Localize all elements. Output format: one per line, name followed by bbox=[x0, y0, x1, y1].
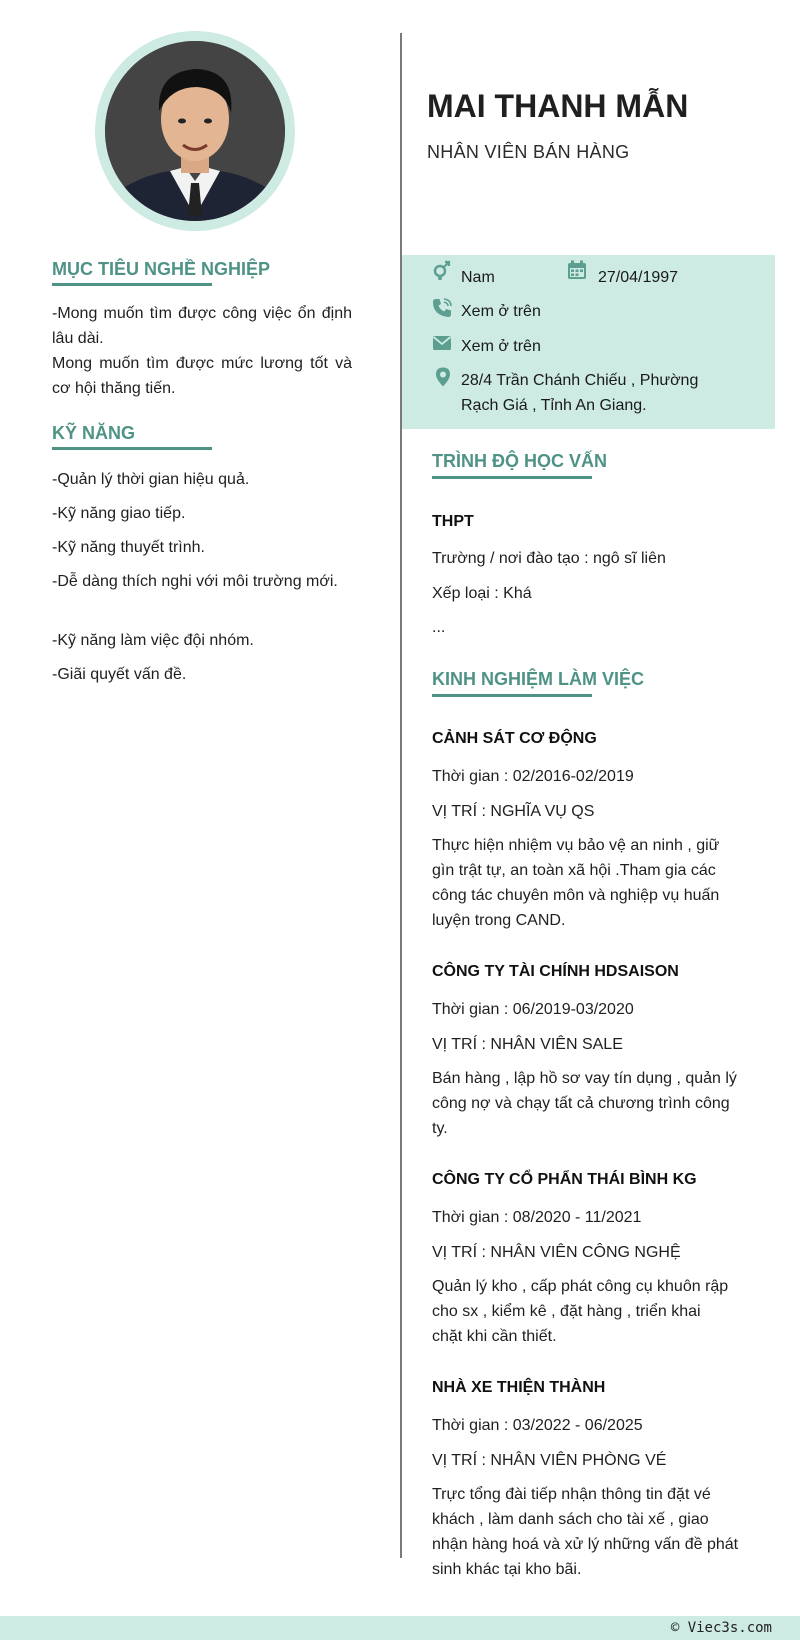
phone-icon bbox=[432, 298, 452, 318]
job-position: VỊ TRÍ : NHÂN VIÊN SALE bbox=[432, 1036, 623, 1053]
objective-title: MỤC TIÊU NGHỀ NGHIỆP bbox=[52, 259, 271, 279]
skill-item: -Kỹ năng làm việc đội nhóm. bbox=[52, 632, 254, 649]
job-time: Thời gian : 03/2022 - 06/2025 bbox=[432, 1417, 643, 1434]
job-time: Thời gian : 08/2020 - 11/2021 bbox=[432, 1209, 642, 1226]
job-description bbox=[432, 1482, 762, 1582]
job-time: Thời gian : 02/2016-02/2019 bbox=[432, 768, 634, 785]
job-desc-line: cho sx , kiểm kê , đặt hàng , triển khai bbox=[432, 1303, 701, 1320]
job-desc-line: khách , làm danh sách cho tài xế , giao bbox=[432, 1511, 709, 1528]
education-level: THPT bbox=[432, 513, 474, 530]
job-position: VỊ TRÍ : NHÂN VIÊN CÔNG NGHỆ bbox=[432, 1244, 681, 1261]
job-desc-line: Trực tổng đài tiếp nhận thông tin đặt vé bbox=[432, 1486, 711, 1503]
job-company: CẢNH SÁT CƠ ĐỘNG bbox=[432, 730, 597, 747]
job-company: NHÀ XE THIỆN THÀNH bbox=[432, 1379, 606, 1396]
candidate-name: MAI THANH MẪN bbox=[427, 88, 689, 124]
education-more: ... bbox=[432, 619, 446, 636]
avatar-portrait bbox=[105, 41, 285, 221]
job-company: CÔNG TY CỔ PHẨN THÁI BÌNH KG bbox=[432, 1171, 697, 1188]
job-desc-line: công tác chuyên môn và nghiệp vụ huấn bbox=[432, 887, 720, 904]
dob-value: 27/04/1997 bbox=[598, 269, 679, 286]
job-time: Thời gian : 06/2019-03/2020 bbox=[432, 1001, 634, 1018]
job-desc-line: Quản lý kho , cấp phát công cụ khuôn rập bbox=[432, 1278, 729, 1295]
email-value: Xem ở trên bbox=[461, 338, 541, 355]
education-underline bbox=[432, 476, 592, 479]
job-desc-line: luyện trong CAND. bbox=[432, 912, 566, 929]
objective-text bbox=[52, 301, 352, 401]
email-icon bbox=[432, 333, 452, 353]
objective-underline bbox=[52, 283, 212, 286]
job-description bbox=[432, 1274, 762, 1349]
skill-item: -Quản lý thời gian hiệu quả. bbox=[52, 471, 250, 488]
job-desc-line: gìn trật tự, an toàn xã hội .Tham gia các bbox=[432, 862, 716, 879]
candidate-title: NHÂN VIÊN BÁN HÀNG bbox=[427, 142, 630, 162]
avatar bbox=[105, 41, 285, 221]
education-title: TRÌNH ĐỘ HỌC VẤN bbox=[432, 451, 607, 471]
phone-value: Xem ở trên bbox=[461, 303, 541, 320]
job-position: VỊ TRÍ : NGHĨA VỤ QS bbox=[432, 803, 595, 820]
job-desc-line: chặt khi cần thiết. bbox=[432, 1328, 557, 1345]
job-desc-line: ty. bbox=[432, 1120, 448, 1137]
address-line-2: Rạch Giá , Tỉnh An Giang. bbox=[461, 397, 647, 414]
job-company: CÔNG TY TÀI CHÍNH HDSAISON bbox=[432, 963, 679, 980]
skill-item: -Giãi quyết vấn đề. bbox=[52, 666, 187, 683]
job-desc-line: Bán hàng , lập hồ sơ vay tín dụng , quản lý bbox=[432, 1070, 737, 1087]
objective-line: -Mong muốn tìm được công việc ổn định lâu dài. bbox=[52, 305, 352, 347]
location-icon bbox=[433, 367, 453, 387]
skill-item: -Kỹ năng giao tiếp. bbox=[52, 505, 186, 522]
skills-underline bbox=[52, 447, 212, 450]
skill-item: -Dễ dàng thích nghi với môi trường mới. bbox=[52, 573, 338, 590]
job-desc-line: công nợ và chạy tất cả chương trình công bbox=[432, 1095, 730, 1112]
skills-title: KỸ NĂNG bbox=[52, 423, 136, 443]
gender-value: Nam bbox=[461, 269, 495, 286]
address-line-1: 28/4 Trần Chánh Chiếu , Phường bbox=[461, 372, 699, 389]
experience-underline bbox=[432, 694, 592, 697]
objective-line: Mong muốn tìm được mức lương tốt và cơ hội thăng tiến. bbox=[52, 355, 352, 397]
job-desc-line: Thực hiện nhiệm vụ bảo vệ an ninh , giữ bbox=[432, 837, 720, 854]
job-position: VỊ TRÍ : NHÂN VIÊN PHÒNG VÉ bbox=[432, 1452, 667, 1469]
skill-item: -Kỹ năng thuyết trình. bbox=[52, 539, 205, 556]
gender-icon bbox=[432, 260, 452, 280]
education-grade: Xếp loại : Khá bbox=[432, 585, 532, 602]
experience-title: KINH NGHIỆM LÀM VIỆC bbox=[432, 669, 645, 689]
job-description bbox=[432, 1066, 762, 1141]
calendar-icon bbox=[567, 260, 587, 280]
job-desc-line: nhận hàng hoá và xử lý những vấn đề phát bbox=[432, 1536, 739, 1553]
job-desc-line: sinh khác tại kho bãi. bbox=[432, 1561, 582, 1578]
footer-credit[interactable]: © Viec3s.com bbox=[670, 1620, 772, 1636]
education-school: Trường / nơi đào tạo : ngô sĩ liên bbox=[432, 550, 666, 567]
job-description bbox=[432, 833, 762, 933]
